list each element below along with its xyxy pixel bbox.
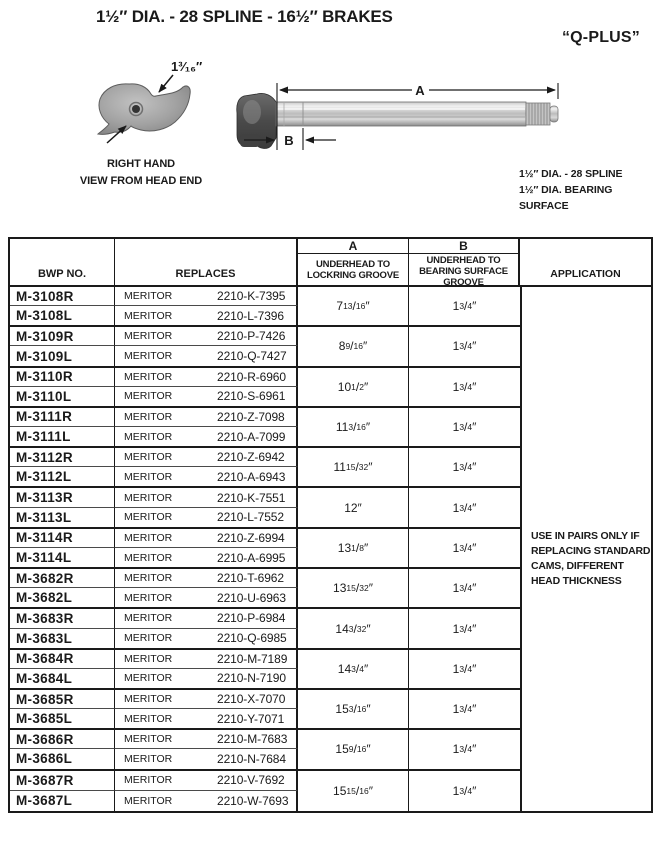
oem-part-number: 2210-V-7692 — [217, 773, 285, 788]
replaces-cell — [115, 629, 298, 648]
dim-b-label: B — [284, 133, 294, 148]
bwp-number: M-3686L — [10, 749, 115, 768]
part-pair-group — [10, 287, 520, 327]
replaces-cell — [115, 749, 298, 768]
oem-part-number: 2210-T-6962 — [217, 571, 284, 586]
part-pair-group — [10, 488, 520, 528]
oem-part-number: 2210-Z-6994 — [217, 530, 285, 545]
part-pair-group — [10, 368, 520, 408]
bearing-spec-note: 1½″ DIA. BEARING SURFACE — [519, 184, 613, 212]
replaces-cell — [115, 368, 298, 387]
oem-brand: MERITOR — [124, 733, 173, 746]
bwp-number: M-3108R — [10, 287, 115, 306]
oem-brand: MERITOR — [124, 551, 173, 564]
bwp-number: M-3110L — [10, 387, 115, 406]
dim-b-value: 1 3 / 4 ″ — [452, 581, 477, 596]
oem-part-number: 2210-S-6961 — [217, 389, 286, 404]
dim-a-value: 15 3 / 16 ″ — [298, 690, 409, 728]
replaces-cell — [115, 690, 298, 709]
spline-teeth — [529, 103, 547, 125]
bwp-number: M-3685R — [10, 690, 115, 709]
oem-brand: MERITOR — [124, 390, 173, 403]
bwp-number: M-3109L — [10, 346, 115, 365]
dim-a-value: 13 1 / 8 ″ — [298, 529, 409, 567]
oem-part-number: 2210-P-6984 — [217, 611, 286, 626]
shaft-spec-notes — [519, 166, 661, 214]
oem-brand: MERITOR — [124, 632, 173, 645]
dim-b-value: 1 3 / 4 ″ — [452, 299, 477, 314]
dim-a-value: 12″ — [298, 488, 409, 526]
cam-head-highlight — [243, 100, 261, 124]
oem-brand: MERITOR — [124, 470, 173, 483]
column-header-replaces: REPLACES — [115, 239, 298, 285]
cam-head-end-view-photo — [85, 52, 235, 155]
oem-part-number: 2210-Z-7098 — [217, 409, 285, 424]
table-body — [10, 287, 651, 811]
camshaft-spec-table — [8, 237, 653, 813]
shaft-end-nub — [550, 106, 558, 122]
part-pair-group — [10, 327, 520, 367]
camshaft-side-view-photo — [232, 80, 567, 155]
replaces-cell — [115, 346, 298, 365]
oem-brand: MERITOR — [124, 572, 173, 585]
bwp-number: M-3687L — [10, 791, 115, 811]
bwp-number: M-3684L — [10, 669, 115, 688]
part-pair-group — [10, 609, 520, 649]
replaces-cell — [115, 488, 298, 507]
bwp-number: M-3682L — [10, 588, 115, 607]
dim-b-value: 1 3 / 4 ″ — [452, 339, 477, 354]
column-a-letter: A — [298, 239, 408, 254]
bwp-number: M-3686R — [10, 730, 115, 749]
oem-part-number: 2210-A-6995 — [217, 550, 286, 565]
bwp-number: M-3111L — [10, 427, 115, 446]
replaces-cell — [115, 771, 298, 791]
dim-a-value: 11 3 / 16 ″ — [298, 408, 409, 446]
replaces-cell — [115, 448, 298, 467]
oem-part-number: 2210-W-7693 — [217, 793, 289, 808]
dim-b-value: 1 3 / 4 ″ — [452, 661, 477, 676]
caption-line-1: RIGHT HAND — [106, 158, 176, 170]
dim-b-value: 1 3 / 4 ″ — [452, 460, 477, 475]
bwp-number: M-3683L — [10, 629, 115, 648]
replaces-cell — [115, 791, 298, 811]
bwp-number: M-3113R — [10, 488, 115, 507]
oem-part-number: 2210-R-6960 — [217, 369, 286, 384]
bwp-number: M-3112L — [10, 467, 115, 486]
caption-line-2: VIEW FROM HEAD END — [79, 175, 203, 187]
oem-brand: MERITOR — [124, 350, 173, 363]
replaces-cell — [115, 427, 298, 446]
dim-a-value: 14 3 / 32 ″ — [298, 609, 409, 647]
oem-part-number: 2210-Y-7071 — [217, 711, 285, 726]
oem-brand: MERITOR — [124, 511, 173, 524]
dim-b-value: 1 3 / 4 ″ — [452, 702, 477, 717]
dim-b-value: 1 3 / 4 ″ — [452, 540, 477, 555]
dim-a-value: 15 9 / 16 ″ — [298, 730, 409, 768]
part-pair-group — [10, 448, 520, 488]
oem-part-number: 2210-M-7189 — [217, 651, 288, 666]
oem-part-number: 2210-A-6943 — [217, 469, 286, 484]
part-pair-group — [10, 771, 520, 811]
dim-b-value: 1 3 / 4 ″ — [452, 621, 477, 636]
replaces-cell — [115, 306, 298, 325]
replaces-cell — [115, 408, 298, 427]
column-header-a — [298, 239, 409, 285]
oem-part-number: 2210-X-7070 — [217, 692, 286, 707]
dim-b-value: 1 3 / 4 ″ — [452, 783, 477, 798]
oem-brand: MERITOR — [124, 752, 173, 765]
bwp-number: M-3113L — [10, 508, 115, 527]
part-pair-group — [10, 730, 520, 770]
dim-b-value: 1 3 / 4 ″ — [452, 742, 477, 757]
replaces-cell — [115, 650, 298, 669]
cam-center-hole — [132, 105, 140, 113]
dim-a-value: 8 9 / 16 ″ — [298, 327, 409, 365]
part-pair-group — [10, 408, 520, 448]
oem-brand: MERITOR — [124, 330, 173, 343]
column-header-application: APPLICATION — [550, 268, 621, 280]
oem-brand: MERITOR — [124, 290, 173, 303]
oem-brand: MERITOR — [124, 451, 173, 464]
application-cell — [520, 287, 655, 811]
replaces-cell — [115, 508, 298, 527]
column-header-bwp: BWP NO. — [10, 239, 115, 285]
bwp-number: M-3112R — [10, 448, 115, 467]
bwp-number: M-3110R — [10, 368, 115, 387]
oem-part-number: 2210-A-7099 — [217, 429, 286, 444]
oem-part-number: 2210-Q-6985 — [217, 631, 287, 646]
bwp-number: M-3109R — [10, 327, 115, 346]
replaces-cell — [115, 327, 298, 346]
bwp-number: M-3683R — [10, 609, 115, 628]
oem-part-number: 2210-Q-7427 — [217, 349, 287, 364]
oem-brand: MERITOR — [124, 612, 173, 625]
part-pair-group — [10, 650, 520, 690]
replaces-cell — [115, 287, 298, 306]
oem-part-number: 2210-U-6963 — [217, 590, 286, 605]
oem-part-number: 2210-M-7683 — [217, 732, 288, 747]
part-pair-group — [10, 529, 520, 569]
oem-brand: MERITOR — [124, 794, 173, 807]
oem-brand: MERITOR — [124, 712, 173, 725]
oem-brand: MERITOR — [124, 652, 173, 665]
oem-brand: MERITOR — [124, 591, 173, 604]
table-body-rows — [10, 287, 520, 811]
part-pair-group — [10, 569, 520, 609]
replaces-cell — [115, 709, 298, 728]
dim-a-value: 13 15 / 32 ″ — [298, 569, 409, 607]
bwp-number: M-3111R — [10, 408, 115, 427]
spline-spec-note: 1½″ DIA. - 28 SPLINE — [519, 168, 623, 180]
bwp-number: M-3114L — [10, 548, 115, 567]
oem-brand: MERITOR — [124, 531, 173, 544]
replaces-cell — [115, 387, 298, 406]
oem-brand: MERITOR — [124, 410, 173, 423]
bwp-number: M-3685L — [10, 709, 115, 728]
column-b-description: UNDERHEAD TO BEARING SURFACE GROOVE — [419, 255, 508, 288]
head-view-caption — [66, 156, 216, 190]
oem-brand: MERITOR — [124, 693, 173, 706]
dim-a-label: A — [415, 83, 425, 98]
oem-brand: MERITOR — [124, 672, 173, 685]
column-header-b — [409, 239, 520, 288]
oem-brand: MERITOR — [124, 309, 173, 322]
bwp-number: M-3687R — [10, 771, 115, 791]
replaces-cell — [115, 609, 298, 628]
oem-part-number: 2210-K-7395 — [217, 289, 286, 304]
oem-part-number: 2210-L-7552 — [217, 510, 284, 525]
part-pair-group — [10, 690, 520, 730]
dim-b-value: 1 3 / 4 ″ — [452, 420, 477, 435]
oem-part-number: 2210-N-7684 — [217, 751, 286, 766]
s-cam-profile — [98, 84, 190, 135]
bwp-number: M-3682R — [10, 569, 115, 588]
table-header-row — [10, 239, 651, 287]
dim-a-value: 7 13 / 16 ″ — [298, 287, 409, 325]
oem-part-number: 2210-P-7426 — [217, 329, 286, 344]
oem-brand: MERITOR — [124, 491, 173, 504]
bwp-number: M-3684R — [10, 650, 115, 669]
replaces-cell — [115, 588, 298, 607]
oem-part-number: 2210-Z-6942 — [217, 450, 285, 465]
page-title: 1½″ DIA. - 28 SPLINE - 16½″ BRAKES — [96, 7, 393, 26]
replaces-cell — [115, 569, 298, 588]
oem-brand: MERITOR — [124, 370, 173, 383]
oem-part-number: 2210-K-7551 — [217, 490, 286, 505]
oem-brand: MERITOR — [124, 774, 173, 787]
brand-mark: “Q-PLUS” — [561, 29, 640, 46]
application-note: USE IN PAIRS ONLY IF REPLACING STANDARD CAMS, DIFFERENT HEAD THICKNESS — [531, 529, 651, 587]
bwp-number: M-3114R — [10, 529, 115, 548]
replaces-cell — [115, 529, 298, 548]
dim-a-value: 15 15 / 16 ″ — [298, 771, 409, 811]
head-dimension-label: 1³⁄₁₆″ — [171, 59, 203, 74]
oem-brand: MERITOR — [124, 430, 173, 443]
bwp-number: M-3108L — [10, 306, 115, 325]
replaces-cell — [115, 730, 298, 749]
dim-b-value: 1 3 / 4 ″ — [452, 379, 477, 394]
replaces-cell — [115, 467, 298, 486]
dim-a-value: 11 15 / 32 ″ — [298, 448, 409, 486]
oem-part-number: 2210-L-7396 — [217, 308, 284, 323]
dim-a-value: 14 3 / 4 ″ — [298, 650, 409, 688]
column-b-letter: B — [409, 239, 518, 254]
replaces-cell — [115, 548, 298, 567]
dim-b-value: 1 3 / 4 ″ — [452, 500, 477, 515]
shaft-body — [276, 102, 526, 126]
column-a-description: UNDERHEAD TO LOCKRING GROOVE — [306, 258, 399, 281]
oem-part-number: 2210-N-7190 — [217, 671, 286, 686]
dim-a-value: 10 1 / 2 ″ — [298, 368, 409, 406]
head-dimension-arrow — [159, 75, 173, 92]
replaces-cell — [115, 669, 298, 688]
